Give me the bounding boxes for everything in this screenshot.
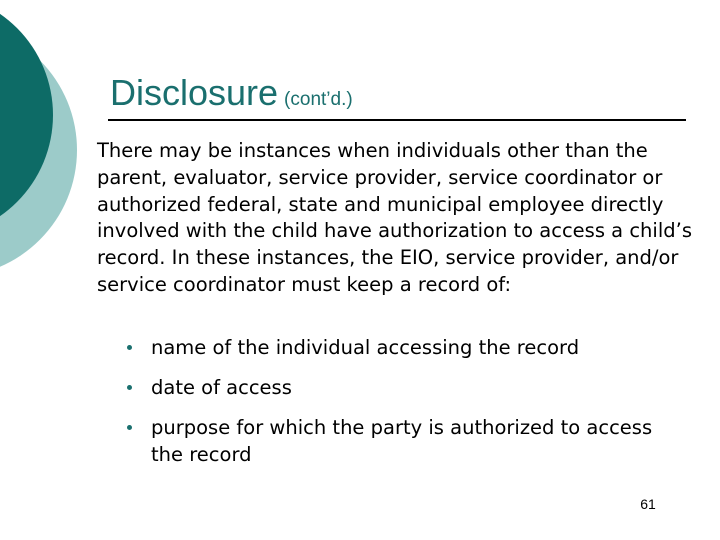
bullet-item: [127, 334, 687, 361]
bullet-text: date of access: [151, 376, 292, 399]
slide-title-suffix: (cont’d.): [284, 89, 353, 110]
bullet-text: purpose for which the party is authorized to access the record: [151, 416, 653, 466]
body-paragraph: There may be instances when individuals other than the parent, evaluator, service provider, service coordinator or authorized federal, state and municipal employee directly involved with the child have authorization to access a child’s record. In these instances, the EIO, service provider, and/or service coordinator must keep a record of:: [97, 139, 692, 296]
bullet-item: [127, 414, 687, 468]
bullet-item: [127, 374, 687, 401]
decorative-circles: [0, 0, 80, 300]
page-number: 61: [640, 496, 656, 512]
bullet-list: [127, 334, 687, 481]
bullet-dot-icon: [127, 425, 132, 430]
title-area: [110, 72, 353, 114]
bullet-dot-icon: [127, 385, 132, 390]
title-underline: [108, 119, 686, 121]
slide-title: Disclosure: [110, 72, 279, 113]
bullet-dot-icon: [127, 345, 132, 350]
bullet-text: name of the individual accessing the record: [151, 336, 580, 359]
